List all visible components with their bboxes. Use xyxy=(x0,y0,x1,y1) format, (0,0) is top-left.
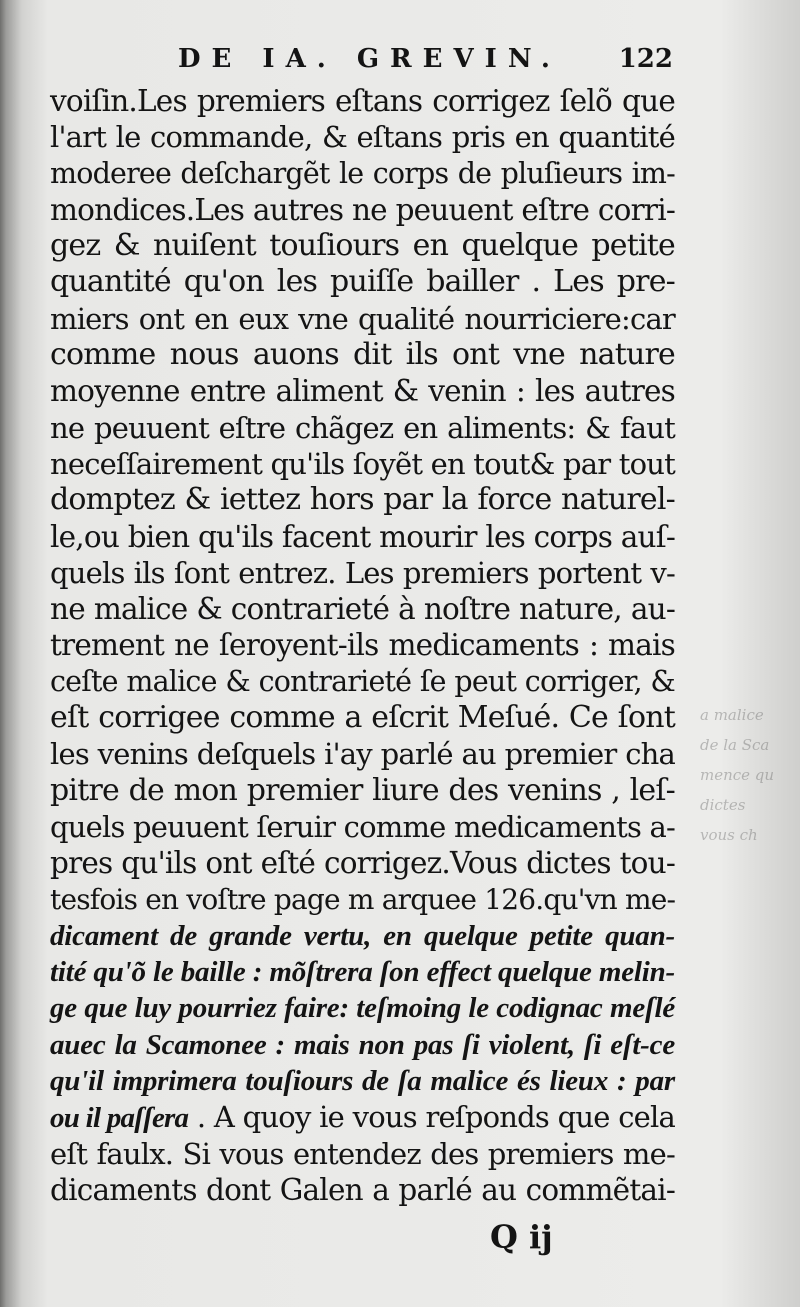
text-line: gez & nuiſent touſiours en quelque petite xyxy=(50,228,675,264)
text-line: ge que luy pourriez faire: teſmoing le codignac meſlé xyxy=(50,992,675,1025)
text-line: les venins deſquels i'ay parlé au premier cha xyxy=(50,737,675,772)
text-line: pitre de mon premier liure des venins , leſ- xyxy=(50,772,675,808)
body-text xyxy=(50,83,675,1208)
text-line: dicament de grande vertu, en quelque petite quan- xyxy=(50,919,675,952)
text-line: comme nous auons dit ils ont vne nature xyxy=(50,337,675,373)
page-header xyxy=(178,44,673,84)
text-line: ou il paſſera . A quoy ie vous reſponds que cela xyxy=(50,1100,675,1135)
text-line: dicaments dont Galen a parlé au commẽtai- xyxy=(50,1172,675,1207)
text-line: ne peuuent eſtre chãgez en aliments: & faut xyxy=(50,410,675,445)
text-line: le,ou bien qu'ils facent mourir les corps auſ- xyxy=(50,519,675,554)
signature-mark: Q ij xyxy=(490,1218,553,1256)
text-line: tité qu'õ le baille : mõſtrera ſon effect quelque melin- xyxy=(50,956,675,989)
text-line: ceſte malice & contrarieté ſe peut corriger, & xyxy=(50,664,675,698)
text-line: quantité qu'on les puiſſe bailler . Les pre- xyxy=(50,264,675,300)
text-line: trement ne ſeroyent-ils medicaments : mais xyxy=(50,628,675,663)
text-line: eſt faulx. Si vous entendez des premiers me- xyxy=(50,1136,675,1171)
page-number: 122 xyxy=(618,44,673,74)
text-line: domptez & iettez hors par la force naturel- xyxy=(50,482,675,518)
text-line: neceſſairement qu'ils ſoyẽt en tout& par tout xyxy=(50,446,675,481)
text-line: moyenne entre aliment & venin : les autres xyxy=(50,374,675,409)
text-line: quels ils ſont entrez. Les premiers portent v- xyxy=(50,555,675,590)
text-line: eſt corrigee comme a eſcrit Meſué. Ce ſont xyxy=(50,700,675,736)
text-line: mondices.Les autres ne peuuent eſtre corri- xyxy=(50,192,675,227)
text-line: l'art le commande, & eſtans pris en quantité xyxy=(50,120,675,155)
text-line: qu'il imprimera touſiours de ſa malice és lieux : par xyxy=(50,1065,675,1098)
show-through-text: a malice de la Sca mence qu dictes vous ch xyxy=(700,706,775,844)
text-line: quels peuuent ſeruir comme medicaments a- xyxy=(50,809,675,844)
running-head: DE IA. GREVIN. xyxy=(178,44,561,74)
text-line: auec la Scamonee : mais non pas ſi violent, ſi eſt-ce xyxy=(50,1028,675,1061)
text-line: pres qu'ils ont eſté corrigez.Vous dictes tou- xyxy=(50,846,675,881)
text-line: moderee deſchargẽt le corps de pluſieurs im- xyxy=(50,156,675,190)
text-line: ne malice & contrarieté à noſtre nature, au- xyxy=(50,592,675,627)
text-line: tesfois en voſtre page m arquee 126.qu'vn me- xyxy=(50,882,676,916)
text-line: voiſin.Les premiers eſtans corrigez ſelõ que xyxy=(50,84,675,118)
text-line: miers ont en eux vne qualité nourriciere:car xyxy=(50,301,675,336)
